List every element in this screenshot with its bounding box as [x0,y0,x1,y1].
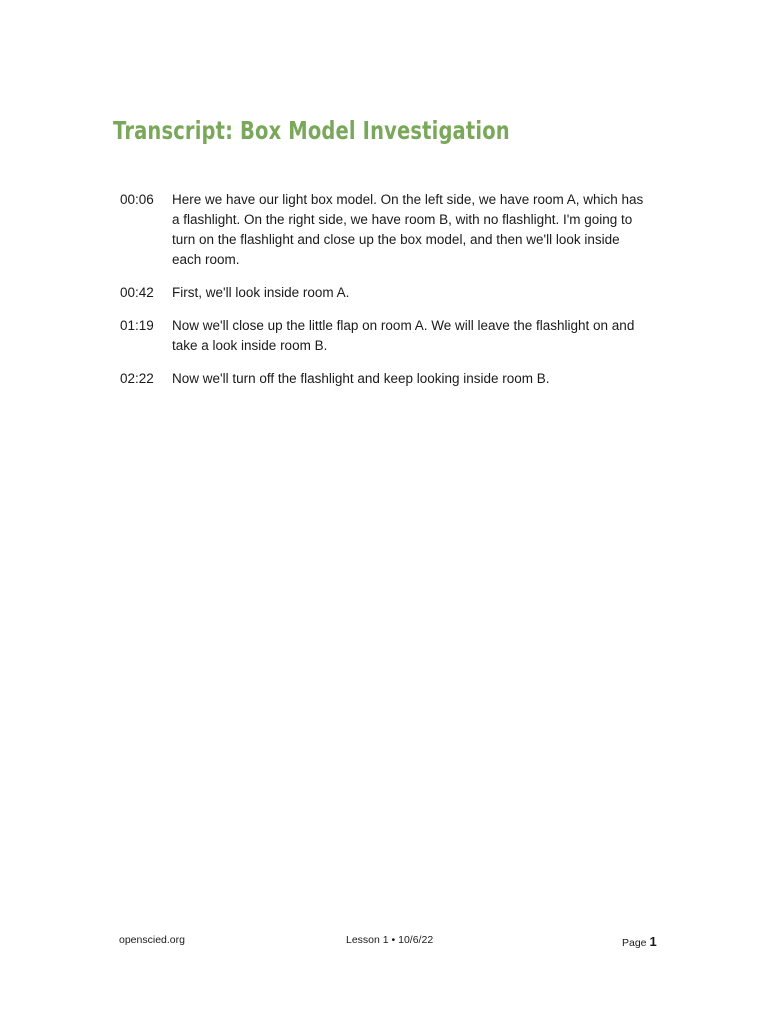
timestamp: 02:22 [120,371,154,386]
page-label: Page [622,937,647,949]
transcript-text: First, we'll look inside room A. [172,285,350,300]
timestamp: 01:19 [120,318,154,333]
transcript-row [120,316,650,356]
transcript-text: Now we'll turn off the flashlight and keep looking inside room B. [172,371,550,386]
footer-site: openscied.org [119,934,185,946]
transcript-row [120,190,650,270]
transcript-row [120,283,650,303]
transcript-table [120,190,650,402]
transcript-text: Here we have our light box model. On the left side, we have room A, which has a flashlight. On the right side, we have room B, with no flashlight. I'm going to turn on the flashlight and close up the box model, and then we'll look inside each room. [172,192,644,267]
timestamp: 00:06 [120,192,154,207]
timestamp: 00:42 [120,285,154,300]
transcript-row [120,369,650,389]
footer-page [622,934,657,949]
footer-lesson: Lesson 1 • 10/6/22 [346,934,434,946]
transcript-text: Now we'll close up the little flap on room A. We will leave the flashlight on and take a look inside room B. [172,318,635,353]
page-title: Transcript: Box Model Investigation [113,116,510,145]
page-number: 1 [649,934,657,949]
